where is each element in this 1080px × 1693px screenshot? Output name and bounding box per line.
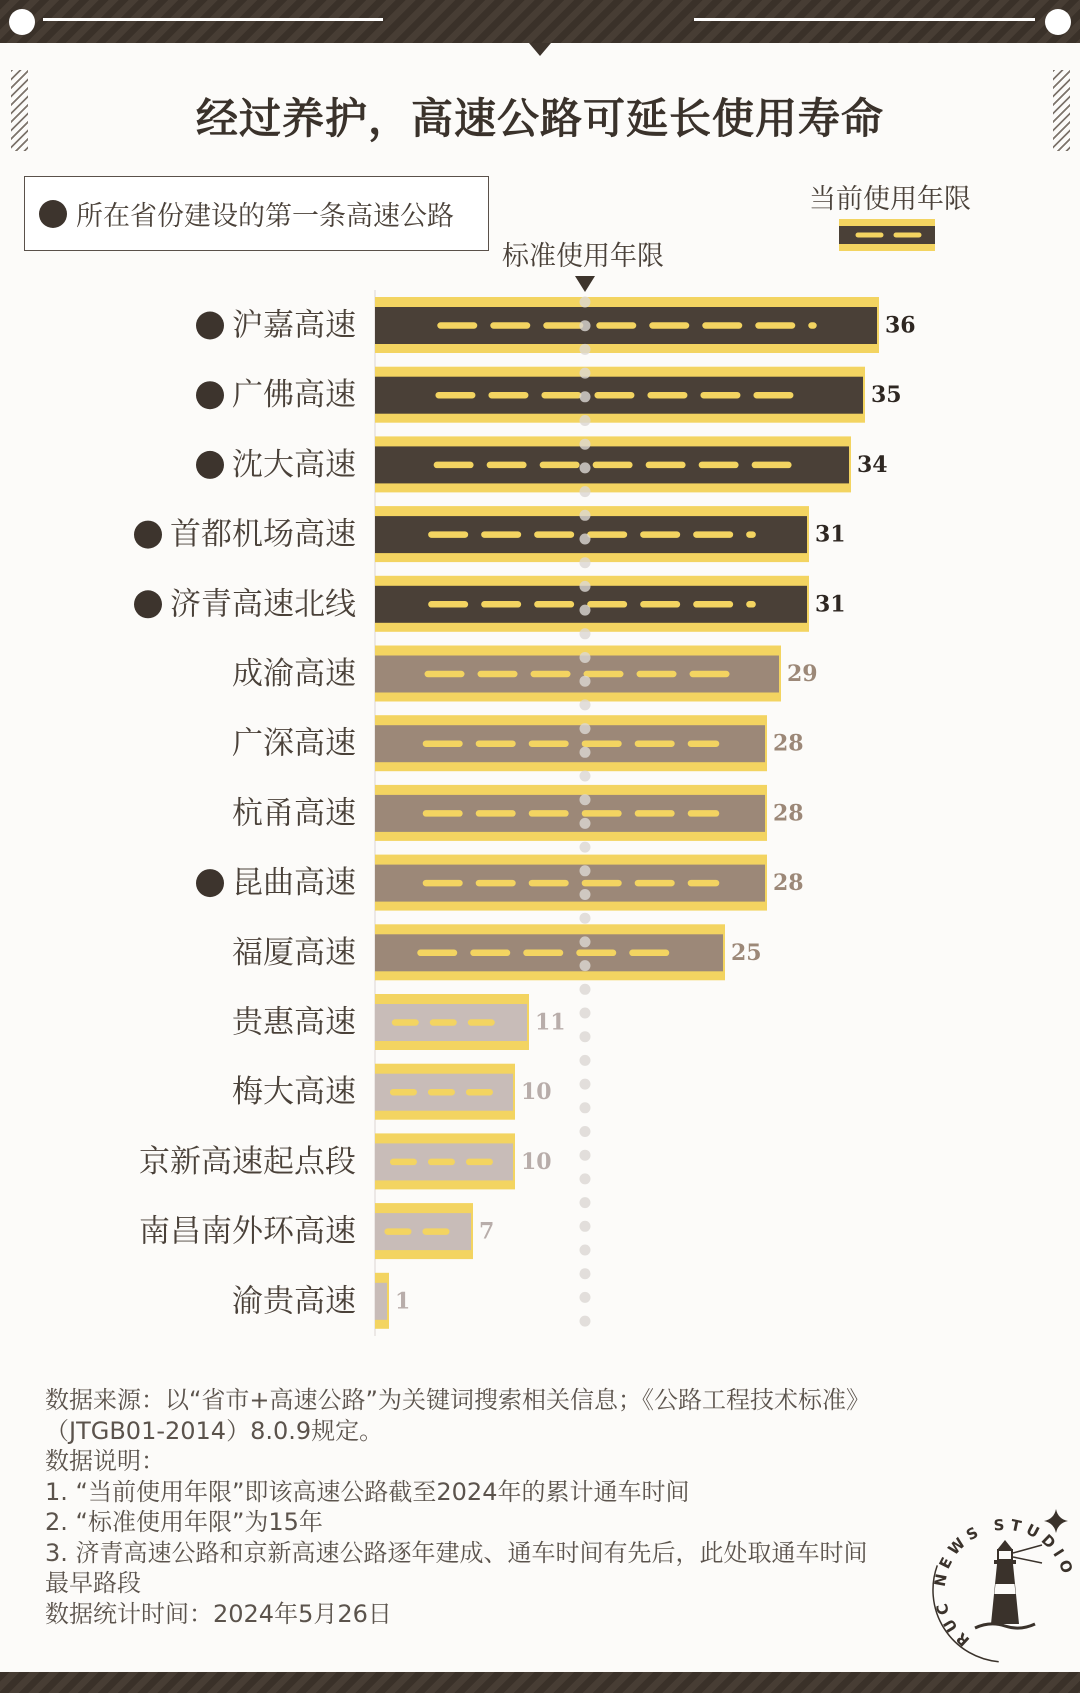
category-label: 广深高速 [232,725,356,762]
first-highway-marker-icon [196,381,224,409]
footer-note-1: 1. “当前使用年限”即该高速公路截至2024年的累计通车时间 [45,1477,690,1506]
category-label: 广佛高速 [232,377,356,414]
footer-source-line-2: （JTGB01-2014）8.0.9规定。 [45,1416,384,1445]
down-triangle-icon [575,276,595,292]
value-label: 7 [479,1218,495,1245]
current-years-legend-label: 当前使用年限 [809,184,971,215]
footer-source-line: 数据来源：以“省市+高速公路”为关键词搜索相关信息；《公路工程技术标准》 [45,1386,870,1414]
value-label: 10 [521,1079,552,1106]
value-label: 1 [395,1288,411,1315]
logo-text-path: RUC NEWS STUDIO [930,1515,1078,1650]
bar-6 [375,646,781,702]
category-label: 贵惠高速 [232,1004,356,1041]
category-label: 南昌南外环高速 [139,1213,356,1250]
category-labels [134,308,356,1320]
first-highway-legend [24,176,489,251]
bar-4 [375,506,809,562]
first-highway-marker-icon [196,869,224,897]
standard-years-label: 标准使用年限 [502,241,664,272]
value-label: 31 [815,591,846,618]
bottom-decorative-band [0,1672,1080,1693]
bar-1 [375,297,879,353]
footer-note-2: 2. “标准使用年限”为15年 [45,1508,323,1536]
bar-10 [375,924,725,980]
bar-13 [375,1133,515,1189]
category-label: 梅大高速 [232,1074,356,1111]
bar-5 [375,576,809,632]
value-label: 28 [773,800,804,827]
band-notch-icon [529,43,551,56]
first-highway-marker-icon [134,590,162,618]
value-label: 34 [857,451,888,478]
logo [920,1500,1080,1672]
value-label: 28 [773,730,804,757]
band-right-line [694,18,1035,21]
category-label: 渝贵高速 [232,1283,356,1320]
band-right-dot [1045,9,1071,35]
bar-3 [375,436,851,492]
value-label: 10 [521,1148,552,1175]
category-label: 首都机场高速 [170,516,356,553]
bar-chart [0,260,1080,1350]
first-highway-marker-icon [134,521,162,549]
bar-14 [375,1203,473,1259]
lighthouse-icon [975,1540,1042,1628]
bar-body [375,1283,387,1320]
first-highway-marker-icon [196,451,224,479]
category-label: 沈大高速 [232,446,356,483]
band-left-line [43,18,383,21]
footer-notes [45,1385,870,1629]
bar-7 [375,715,767,771]
category-label: 沪嘉高速 [232,307,356,344]
first-highway-legend-label: 所在省份建设的第一条高速公路 [76,201,454,232]
footer-notes-heading: 数据说明： [45,1447,165,1475]
footer-date: 数据统计时间：2024年5月26日 [45,1599,392,1628]
category-label: 成渝高速 [232,656,356,692]
value-label: 35 [871,382,902,409]
bar-8 [375,785,767,841]
footer-note-3-cont: 最早路段 [45,1569,141,1597]
value-label: 36 [885,312,916,339]
bar-12 [375,1064,515,1120]
top-decorative-band [0,0,1080,43]
value-label: 31 [815,521,846,548]
band-left-dot [9,9,35,35]
bar-11 [375,994,529,1050]
road-icon [839,219,935,251]
value-label: 29 [787,661,818,687]
category-label: 京新高速起点段 [139,1143,356,1180]
value-label: 28 [773,870,804,897]
bar-15 [375,1273,389,1329]
value-label: 25 [731,939,762,966]
first-highway-marker-icon [196,312,224,340]
footer-note-3: 3. 济青高速公路和京新高速公路逐年建成、通车时间有先后，此处取通车时间 [45,1538,868,1567]
bar-9 [375,855,767,911]
category-label: 济青高速北线 [170,586,356,623]
category-label: 杭甬高速 [232,795,356,832]
value-label: 11 [535,1009,566,1036]
page-title: 经过养护，高速公路可延长使用寿命 [195,94,884,143]
filled-circle-icon [39,200,67,228]
bar-2 [375,367,865,423]
category-label: 昆曲高速 [232,865,356,902]
sparkle-icon [1044,1509,1068,1533]
category-label: 福厦高速 [232,934,356,971]
